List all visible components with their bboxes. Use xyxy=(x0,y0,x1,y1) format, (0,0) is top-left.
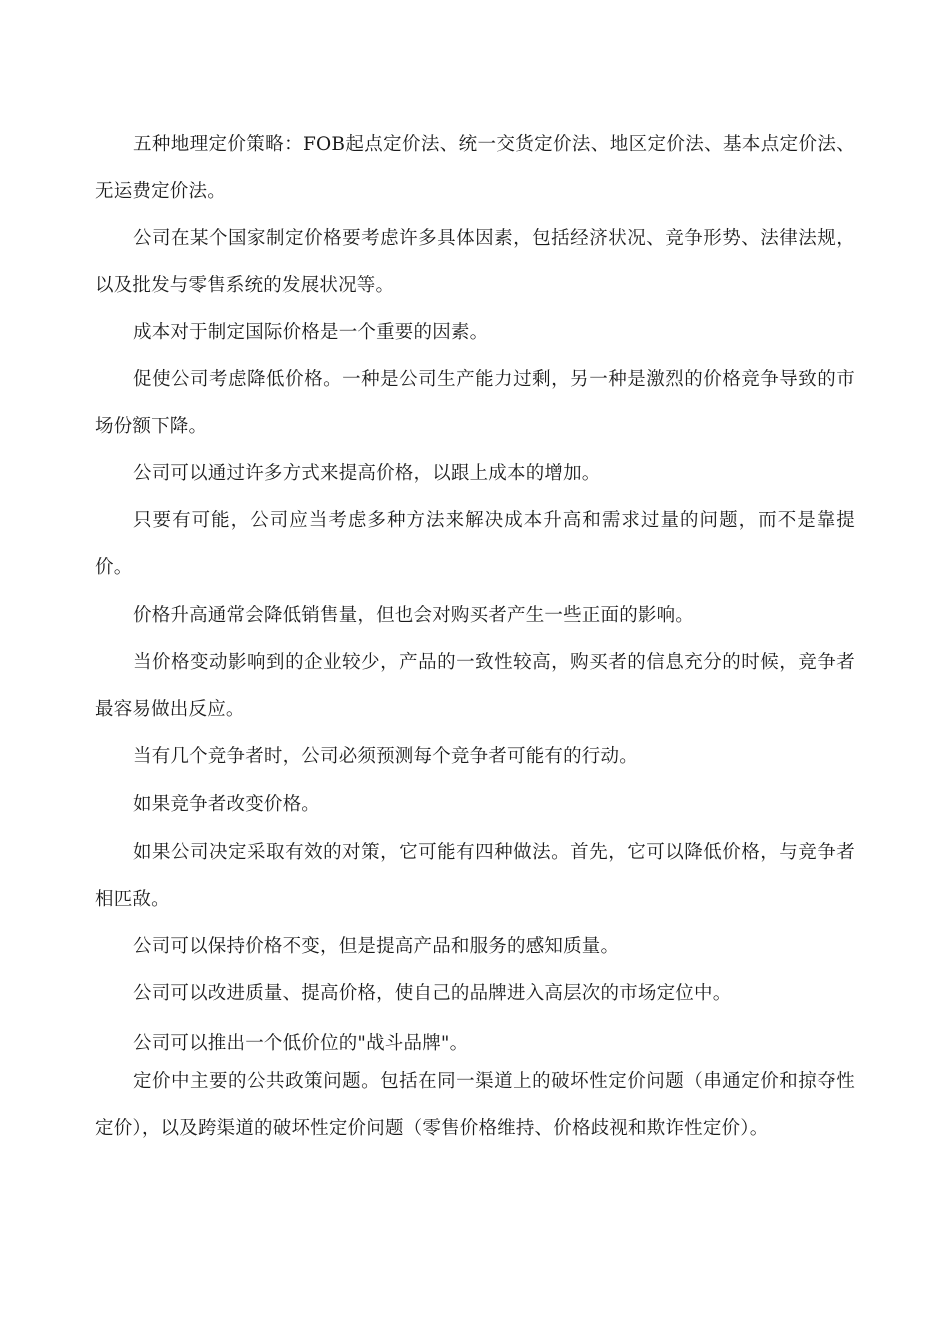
paragraph-public-policy: 定价中主要的公共政策问题。包括在同一渠道上的破坏性定价问题（串通定价和掠夺性定价），以及跨渠道的破坏性定价问题（零售价格维持、价格歧视和欺诈性定价）。 xyxy=(95,1071,855,1139)
paragraph-competitor-changes-price: 如果竞争者改变价格。 xyxy=(133,794,321,815)
paragraph-cost-factor: 成本对于制定国际价格是一个重要的因素。 xyxy=(133,322,489,343)
paragraph-price-cut-reasons: 促使公司考虑降低价格。一种是公司生产能力过剩，另一种是激烈的价格竞争导致的市场份额下降。 xyxy=(95,369,855,437)
paragraph-multiple-competitors: 当有几个竞争者时，公司必须预测每个竞争者可能有的行动。 xyxy=(133,746,638,767)
paragraph-alternatives-to-price-increase: 只要有可能，公司应当考虑多种方法来解决成本升高和需求过量的问题，而不是靠提价。 xyxy=(95,510,855,578)
paragraph-geographic-pricing: 五种地理定价策略：FOB起点定价法、统一交货定价法、地区定价法、基本点定价法、无运费定价法。 xyxy=(95,134,855,202)
paragraph-improve-quality: 公司可以改进质量、提高价格，使自己的品牌进入高层次的市场定位中。 xyxy=(133,983,732,1004)
paragraph-hold-price: 公司可以保持价格不变，但是提高产品和服务的感知质量。 xyxy=(133,936,620,957)
paragraph-raise-price-methods: 公司可以通过许多方式来提高价格，以跟上成本的增加。 xyxy=(133,463,601,484)
paragraph-country-pricing-factors: 公司在某个国家制定价格要考虑许多具体因素，包括经济状况、竞争形势、法律法规，以及批发与零售系统的发展状况等。 xyxy=(95,228,855,296)
paragraph-four-responses: 如果公司决定采取有效的对策，它可能有四种做法。首先，它可以降低价格，与竞争者相匹敌。 xyxy=(95,842,855,910)
paragraph-fighter-brand: 公司可以推出一个低价位的"战斗品牌"。 xyxy=(133,1033,469,1054)
paragraph-competitor-reaction: 当价格变动影响到的企业较少，产品的一致性较高，购买者的信息充分的时候，竞争者最容易做出反应。 xyxy=(95,652,855,720)
paragraph-price-increase-effects: 价格升高通常会降低销售量，但也会对购买者产生一些正面的影响。 xyxy=(133,605,695,626)
